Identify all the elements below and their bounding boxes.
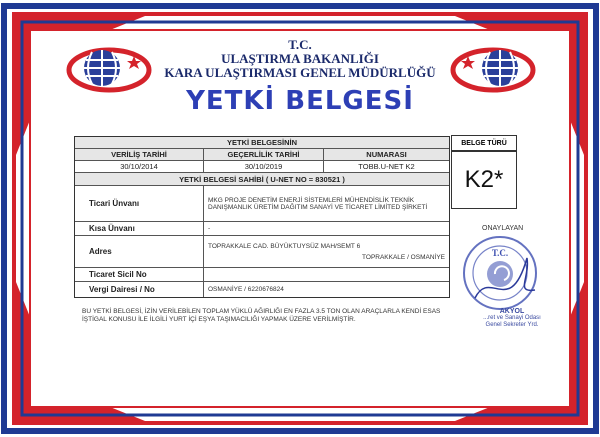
field-value-trade-name: MKG PROJE DENETİM ENERJİ SİSTEMLERİ MÜHENDİSLİK TEKNİK DANIŞMANLIK ÜRETİM DAĞITIM SANAYİ VE TİCARET LİMİTED ŞİRKETİ: [203, 186, 449, 221]
number-value: TOBB.U-NET K2: [323, 161, 449, 172]
field-label-trade-name: Ticari Ünvanı: [89, 199, 140, 208]
certificate-table: [74, 136, 450, 298]
table-values-row: [75, 161, 449, 173]
signature-name: AKYOL: [499, 308, 525, 315]
address-line-1: TOPRAKKALE CAD. BÜYÜKTUYSÜZ MAH/SEMT 6: [208, 242, 361, 250]
signature-line-2: Genel Sekreter Yrd.: [485, 322, 539, 328]
signature-line-1: ...ret ve Sanayi Odası: [483, 315, 541, 321]
table-column-header-row: [75, 149, 449, 161]
section-header: YETKİ BELGESİNİN: [75, 137, 449, 148]
header-line-3: KARA ULAŞTIRMASI GENEL MÜDÜRLÜĞÜ: [164, 65, 436, 80]
table-row: [75, 236, 449, 268]
footnote: BU YETKİ BELGESİ, İZİN VERİLEBİLEN TOPLAM YÜKLÜ AĞIRLIĞI EN FAZLA 3.5 TON OLAN ARAÇLARLA KENDİ ESAS İŞTİGAL KONUSU İLE İLGİLİ YURT İÇİ EŞYA TAŞIMACILIĞI YAPMAK ÜZERE VERİLMİŞTİR.: [82, 308, 441, 323]
stamp-text: T.C.: [491, 248, 509, 258]
field-value-trade-registry: [203, 268, 449, 281]
field-label-tax-office: Vergi Dairesi / No: [89, 285, 155, 294]
column-header-validity-date: GEÇERLİLİK TARİHİ: [203, 149, 323, 160]
field-value-short-name: -: [203, 222, 449, 235]
column-header-issue-date: VERİLİŞ TARİHİ: [75, 149, 203, 160]
field-label-trade-registry: Ticaret Sicil No: [89, 270, 147, 279]
table-section-header-row: [75, 137, 449, 149]
official-stamp: [455, 228, 545, 318]
signature-block: [472, 308, 552, 329]
header-line-2: ULAŞTIRMA BAKANLIĞI: [221, 51, 379, 66]
field-label-address: Adres: [89, 247, 112, 256]
issue-date-value: 30/10/2014: [120, 162, 158, 171]
certificate-type-value: K2*: [451, 151, 517, 209]
field-value-address: [203, 236, 449, 267]
issuer-header: [150, 38, 450, 80]
globe-logo-right: [448, 42, 538, 98]
header-line-1: T.C.: [288, 37, 312, 52]
validity-date-value: 30/10/2019: [203, 161, 323, 172]
owner-header: YETKİ BELGESİ SAHİBİ ( U-NET NO = 830521 ): [75, 173, 449, 185]
field-label-short-name: Kısa Ünvanı: [89, 224, 135, 233]
document-title: YETKİ BELGESİ: [186, 86, 414, 116]
table-row: [75, 222, 449, 236]
address-line-2: TOPRAKKALE / OSMANİYE: [362, 253, 445, 261]
table-row: [75, 268, 449, 282]
owner-header-row: [75, 173, 449, 186]
globe-logo-left: [64, 42, 154, 98]
table-row: [75, 282, 449, 297]
certificate-type-label: BELGE TÜRÜ: [451, 135, 517, 151]
field-value-tax-office: OSMANİYE / 6220676824: [203, 282, 449, 297]
table-row: [75, 186, 449, 222]
approval-label: ONAYLAYAN: [482, 225, 524, 232]
column-header-number: NUMARASI: [323, 149, 449, 160]
